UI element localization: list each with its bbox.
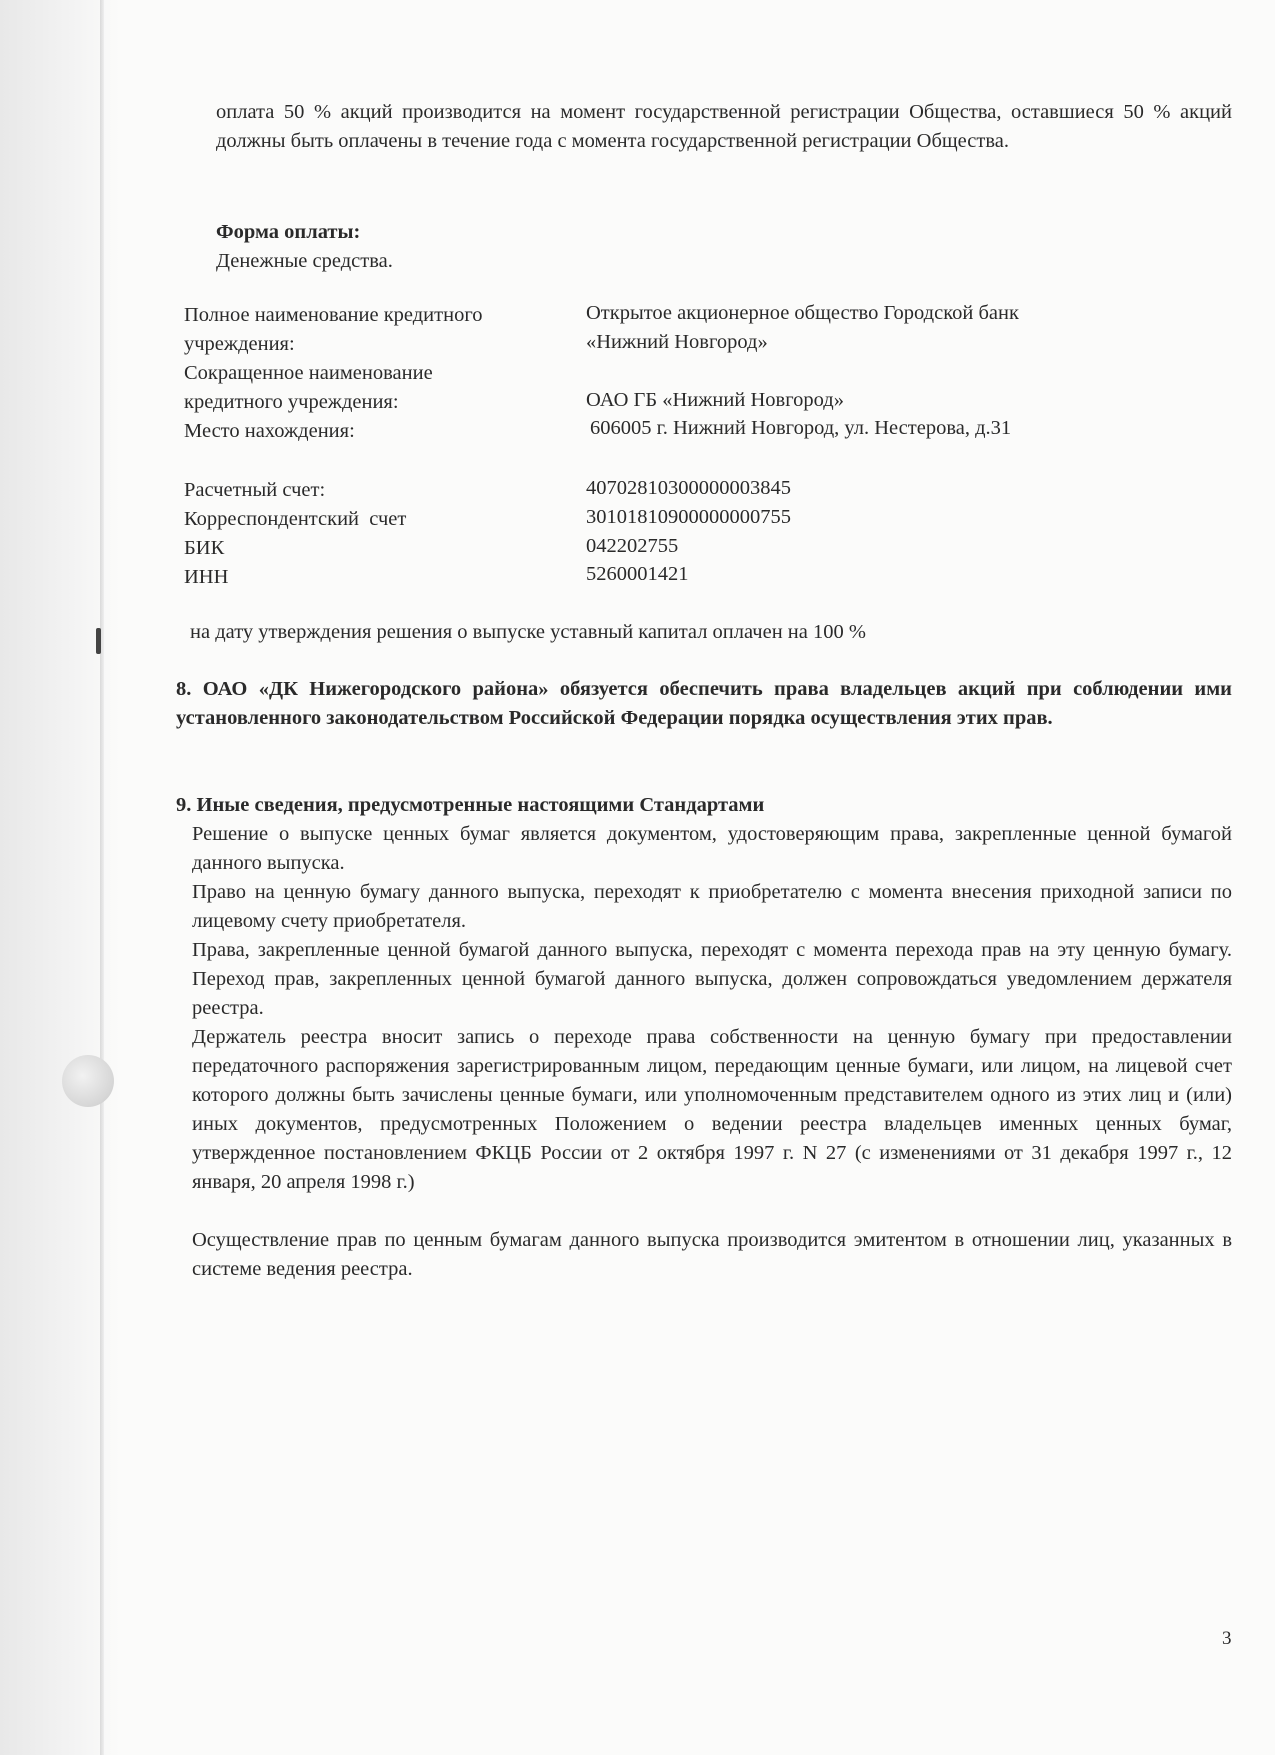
capital-note: на дату утверждения решения о выпуске уставный капитал оплачен на 100 % (190, 621, 866, 643)
section-9-paragraph: Осуществление прав по ценным бумагам данного выпуска производится эмитентом в отношении лиц, указанных в системе ведения реестра. (192, 1229, 1232, 1280)
inn-label: ИНН (184, 566, 229, 588)
location-label: Место нахождения: (184, 420, 355, 442)
section-9-paragraph: Право на ценную бумагу данного выпуска, переходят к приобретателю с момента внесения приходной записи по лицевому счету приобретателя. (192, 881, 1232, 932)
bik-label: БИК (184, 537, 225, 559)
bik-value: 042202755 (586, 535, 679, 557)
short-name-label-1: Сокращенное наименование (184, 362, 433, 384)
settlement-label: Расчетный счет: (184, 479, 326, 501)
full-name-value-2: «Нижний Новгород» (586, 331, 768, 353)
location-value: 606005 г. Нижний Новгород, ул. Нестерова, д.31 (590, 417, 1012, 439)
margin-mark (96, 628, 101, 654)
settlement-value: 40702810300000003845 (586, 477, 791, 499)
corr-label: Корреспондентский счет (184, 508, 407, 530)
corr-value: 30101810900000000755 (586, 506, 791, 528)
section-9-paragraph: Держатель реестра вносит запись о переходе права собственности на ценную бумагу при предоставлении передаточного распоряжения зарегистрированным лицом, передающим ценные бумаги, или лицом, на лицевой счет которого должны быть зачислены ценные бумаги, или уполномоченным представителем одного из этих лиц и (или) иных документов, предусмотренных Положением о ведении реестра владельцев именных ценных бумаг, утвержденное постановлением ФКЦБ России от 2 октября 1997 г. N 27 (с изменениями от 31 декабря 1997 г., 12 января, 20 апреля 1998 г.) (192, 1026, 1232, 1193)
scan-fold-line (100, 0, 104, 1755)
payment-form-value: Денежные средства. (216, 250, 393, 272)
full-name-label-2: учреждения: (184, 333, 295, 355)
full-name-value-1: Открытое акционерное общество Городской банк (586, 302, 1019, 324)
section-8: 8. ОАО «ДК Нижегородского района» обязуется обеспечить права владельцев акций при соблюдении ими установленного законодательством Российской Федерации порядка осуществления этих прав. (176, 678, 1232, 729)
short-name-value: ОАО ГБ «Нижний Новгород» (586, 389, 844, 411)
full-name-label-1: Полное наименование кредитного (184, 304, 483, 326)
page-number: 3 (1222, 1628, 1232, 1649)
inn-value: 5260001421 (586, 563, 689, 585)
punch-hole (62, 1055, 114, 1107)
payment-form-heading: Форма оплаты: (216, 221, 361, 243)
section-9-paragraph: Права, закрепленные ценной бумагой данного выпуска, переходят с момента перехода прав на эту ценную бумагу. Переход прав, закрепленных ценной бумагой данного выпуска, должен сопровождаться уведомлением держателя реестра. (192, 939, 1232, 1019)
short-name-label-2: кредитного учреждения: (184, 391, 399, 413)
top-paragraph: оплата 50 % акций производится на момент государственной регистрации Общества, оставшиеся 50 % акций должны быть оплачены в течение года с момента государственной регистрации Общества. (216, 101, 1232, 152)
section-9-heading: 9. Иные сведения, предусмотренные настоящими Стандартами (176, 794, 765, 816)
section-9-paragraph: Решение о выпуске ценных бумаг является документом, удостоверяющим права, закрепленные ценной бумагой данного выпуска. (192, 823, 1232, 874)
